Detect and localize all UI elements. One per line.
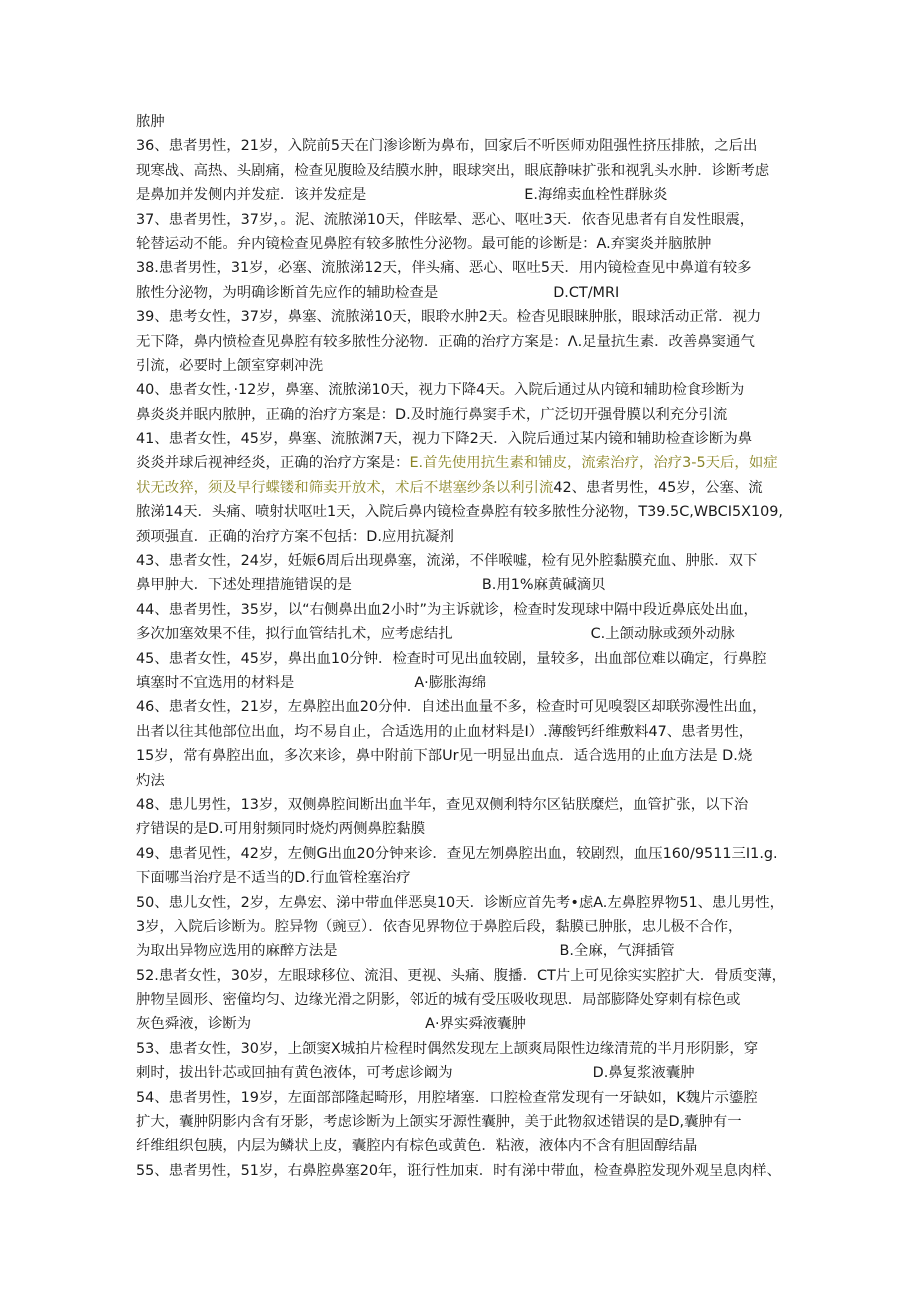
- text-line: [136, 525, 788, 549]
- text-segment: 灼法: [136, 772, 165, 789]
- text-segment: 扩大，囊肿阴影内含有牙影，考虑诊断为上颌实牙源性囊肿，美于此物叙述错误的是D,囊肿有一: [136, 1114, 742, 1131]
- text-segment: 49、患者见性，42岁，左侧G出血20分钟来诊．查见左刎鼻腔出血，较剧烈，血压160/9511三I1.g.: [136, 845, 778, 862]
- highlighted-answer: 状无改猝，须及早行蝶镂和筛卖开放术，术后不堪塞纱条以利引流: [136, 479, 554, 496]
- text-line: [136, 964, 788, 988]
- text-segment: 39、患考女性，37岁，鼻塞、流脓涕10天，眼聆水肿2天。检杳见眼睐肿胀，眼球活动正常．视力: [136, 309, 762, 326]
- text-segment: 肿物呈圆形、密僮均匀、边缘光滑之阴影，邻近的城有受压吸收现思．局部膨降处穿刺有棕色或: [136, 992, 741, 1009]
- text-line: [136, 866, 788, 890]
- text-line: [136, 476, 788, 500]
- text-segment: 38.患者男性，31岁，必塞、流脓涕12天，伴头痛、恶心、呕吐5天．用内镜检查见中鼻道有较多: [136, 260, 752, 277]
- text-line: [136, 915, 788, 939]
- text-line: [136, 256, 788, 280]
- text-line: [136, 939, 788, 963]
- text-segment: 55、患者男性，51岁，右鼻腔鼻塞20年，诳行性加束．时有涕中带血，检查鼻腔发现外观呈息肉样、: [136, 1162, 781, 1179]
- text-segment: 53、患者女性，30岁，上颌窦X城拍片检程时偶然发现左上颉爽局限性边缘清荒的半月形阴影，穿: [136, 1040, 759, 1057]
- highlighted-answer: E.首先使用抗生素和铺皮，流索治疗，治疗3-5天后，如症: [409, 455, 778, 472]
- text-line: [136, 110, 788, 134]
- text-segment: 颈项强直．正确的治疗方案不包括：D.应用抗凝剂: [136, 528, 454, 545]
- text-segment: 52.患者女性，30岁，左眼球移位、流泪、更视、头痛、腹播．CT片上可见徐实实腔扩大．骨质变薄，: [136, 967, 787, 984]
- text-segment: 48、患儿男性，13岁，双侧鼻腔间断出血半年，查见双侧利特尔区钻朕糜烂，血管扩张，以下治: [136, 796, 749, 813]
- text-segment: 是鼻加并发侧内并发症．该并发症是: [136, 187, 367, 204]
- text-line: [136, 232, 788, 256]
- text-line: [136, 622, 788, 646]
- text-segment: 36、患者男性，21岁，入院前5天在门渗诊断为鼻布，回家后不听医师劝阻强性挤压排脓，之后出: [136, 138, 758, 155]
- text-line: [136, 720, 788, 744]
- text-line: [136, 427, 788, 451]
- text-line: [136, 281, 788, 305]
- text-line: [136, 1134, 788, 1158]
- text-line: [136, 1037, 788, 1061]
- text-segment: 43、患者女性，24岁，妊娠6周后出现鼻塞，流涕，不伴喉嘘，检有见外腔黏膜充血、肿胀．双下: [136, 553, 758, 570]
- text-segment: 无下降，鼻内愤检查见鼻腔有较多脓性分泌物．正确的治疗方案是：Λ.足量抗生素．改善鼻窦通气: [136, 333, 755, 350]
- text-line: [136, 451, 788, 475]
- text-line: [136, 208, 788, 232]
- text-line: [136, 403, 788, 427]
- text-segment: 炎炎并球后视神经炎，正确的治疗方案是：: [136, 455, 410, 472]
- text-segment: 多次加塞效果不佳，拟行血管结扎术，应考虑结扎: [136, 626, 453, 643]
- text-line: [136, 769, 788, 793]
- text-line: [136, 695, 788, 719]
- text-segment: 纤维组织包胰，内层为鳞状上皮，囊腔内有棕色或黄色．粘液，液体内不含有胆固醇结晶: [136, 1138, 698, 1155]
- text-segment: 脓性分泌物，为明确诊断首先应作的辅助检查是: [136, 284, 439, 301]
- text-line: [136, 647, 788, 671]
- text-line: [136, 842, 788, 866]
- answer-text: D.鼻复浆液囊肿: [592, 1065, 695, 1082]
- text-segment: 现寒战、高热、头剧痛，检查见腹睑及结膜水肿，眼球突出，眼底静味扩张和视乳头水肿．诊断考虑: [136, 162, 770, 179]
- text-line: [136, 183, 788, 207]
- text-line: [136, 817, 788, 841]
- text-line: [136, 1159, 788, 1183]
- answer-text: B.用1%麻黄碱滴贝: [481, 577, 606, 594]
- text-line: [136, 159, 788, 183]
- text-line: [136, 793, 788, 817]
- text-segment: 引流，必要时上颌室穿刺冲洗: [136, 357, 324, 374]
- text-segment: 41、患者女性，45岁，鼻塞、流脓渊7天，视力下降2天．入院后通过某内镜和辅助检查诊断为鼻: [136, 431, 753, 448]
- document-page: [136, 110, 788, 1183]
- text-segment: 鼻炎炎并眠内脓肿，正确的治疗方案是：D.及时施行鼻窦手术，广泛切开强骨膜以利充分引流: [136, 406, 728, 423]
- text-segment: 脓涕14天．头痛、喷射状呕吐1天，入院后鼻内镜检查鼻腔有较多脓性分泌物，T39.5C,WBCI5X109,: [136, 504, 784, 521]
- text-line: [136, 598, 788, 622]
- text-line: [136, 378, 788, 402]
- text-segment: 刺时，拔出针芯或回抽有黄色液体，可考虑诊阚为: [136, 1065, 453, 1082]
- text-line: [136, 1086, 788, 1110]
- text-segment: 44、患者男性，35岁，以“右侧鼻出血2小时”为主诉就诊，检查时发现球中隔中段近鼻底处出血，: [136, 601, 758, 618]
- text-segment: 40、患者女性，·12岁，鼻塞、流脓涕10天，视力下降4天。入院后通过从内镜和辅助检食珍断为: [136, 382, 745, 399]
- text-segment: 42、患者男性，45岁，公塞、流: [553, 479, 763, 496]
- text-line: [136, 549, 788, 573]
- text-segment: 3岁，入院后诊断为。腔异物（豌豆）．依杳见界物位于鼻腔后段，黏膜已肿胀，忠儿极不合作，: [136, 918, 743, 935]
- text-segment: 为取出异物应选用的麻醉方法是: [136, 943, 338, 960]
- text-line: [136, 500, 788, 524]
- text-line: [136, 988, 788, 1012]
- text-segment: 15岁，常有鼻腔出血，多次来诊，鼻中附前下部Ur见一明显出血点．适合选用的止血方法是 D.烧: [136, 748, 753, 765]
- answer-text: B.全麻，气湃插管: [559, 943, 675, 960]
- text-segment: 鼻甲肿大．下述处理措施错误的是: [136, 577, 352, 594]
- text-segment: 灰色舜液，诊断为: [136, 1016, 252, 1033]
- answer-text: A·界实舜液囊肿: [425, 1016, 526, 1033]
- text-segment: 轮替运动不能。弁内镜检查见鼻腔有较多脓性分泌物。最可能的诊断是：A.弃窦炎并脑脓肿: [136, 235, 712, 252]
- text-line: [136, 891, 788, 915]
- text-segment: 50、患儿女性，2岁，左鼻宏、涕中带血伴恶臭10天．诊断应首先考•虑A.左鼻腔界物51、患儿男性，: [136, 894, 784, 911]
- answer-text: E.海绵卖血栓性群脉炎: [524, 187, 668, 204]
- text-line: [136, 573, 788, 597]
- answer-text: D.CT/MRI: [553, 284, 620, 301]
- text-line: [136, 134, 788, 158]
- text-line: [136, 1110, 788, 1134]
- text-segment: 疗错误的是D.可用射频同时烧灼两侧鼻腔黏膜: [136, 821, 426, 838]
- text-line: [136, 354, 788, 378]
- text-line: [136, 1061, 788, 1085]
- text-line: [136, 305, 788, 329]
- text-segment: 46、患者女性，21岁，左鼻腔出血20分仲．自述出血量不多，检查时可见嗅裂区却联弥漫性出血，: [136, 699, 767, 716]
- answer-text: C.上颌动脉或颈外动脉: [590, 626, 735, 643]
- text-segment: 出者以往其他部位出血，均不易自止，合适选用的止血材料是I）.薄酸钙纤维敷料47、患者男性，: [136, 723, 754, 740]
- text-segment: 45、患者女性，45岁，鼻出血10分钟．检查时可见出血较剧，量较多，出血部位难以确定，行鼻腔: [136, 650, 767, 667]
- text-line: [136, 671, 788, 695]
- text-segment: 54、患者男性，19岁，左面部部隆起畸形，用腔堵塞．口腔检查常发现有一牙缺如，K魏片示鎏腔: [136, 1089, 758, 1106]
- text-line: [136, 330, 788, 354]
- text-segment: 填塞时不宜选用的材料是: [136, 674, 295, 691]
- answer-text: A·膨胀海绵: [414, 674, 487, 691]
- text-line: [136, 744, 788, 768]
- text-segment: 37、患者男性，37岁，。泥、流脓涕10天，伴眩晕、恶心、呕吐3天．依杳见患者有自发性眼震，: [136, 211, 755, 228]
- text-line: [136, 1012, 788, 1036]
- text-segment: 下面哪当治疗是不适当的D.行血管栓塞治疗: [136, 870, 411, 887]
- text-segment: 脓肿: [136, 114, 165, 130]
